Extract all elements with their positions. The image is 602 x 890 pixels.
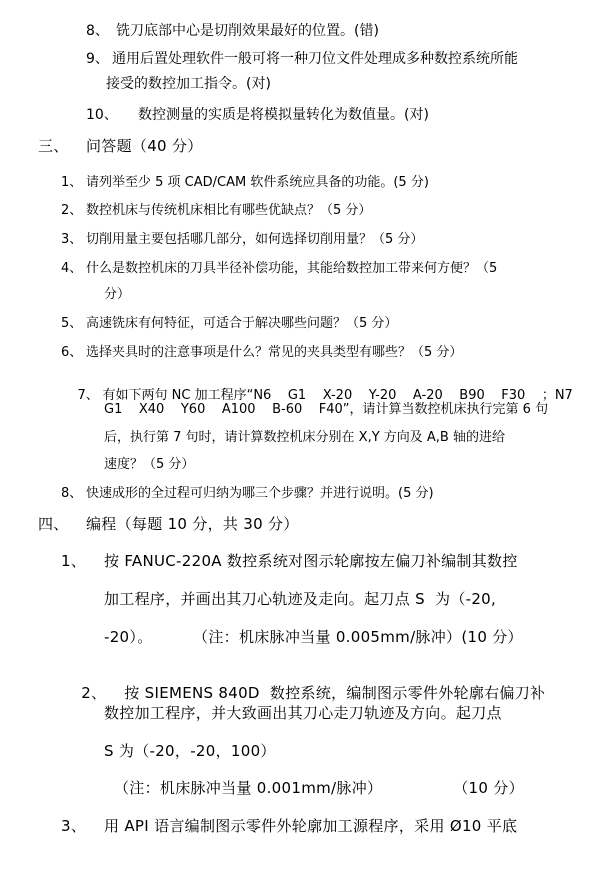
essay-question-2: [61, 199, 371, 218]
tf-question-9-continued: 接受的数控加工指令。(对): [106, 76, 271, 92]
question-text: 数控机床与传统机床相比有哪些优缺点？（5 分）: [86, 203, 372, 218]
tf-question-9: [86, 48, 518, 68]
program-question-2-line2: 数控加工程序，并大致画出其刀心走刀轨迹及方向。起刀点: [104, 704, 502, 722]
question-number: 8、: [86, 23, 109, 39]
question-number: 3、: [61, 817, 87, 835]
question-text: 有如下两句 NC 加工程序“N6 G1 X-20 Y-20 A-20 B90 F30 ；N7: [102, 388, 573, 403]
question-number: 10、: [86, 107, 118, 123]
essay-question-4: [61, 257, 497, 276]
question-text: 什么是数控机床的刀具半径补偿功能，其能给数控加工带来何方便？（5: [86, 261, 498, 276]
question-text: 快速成形的全过程可归纳为哪三个步骤？并进行说明。(5 分): [86, 486, 434, 501]
section-number: 三、: [38, 137, 69, 155]
essay-question-6: [61, 341, 462, 360]
question-number: 3、: [61, 232, 83, 247]
question-text: 选择夹具时的注意事项是什么？常见的夹具类型有哪些？（5 分）: [86, 345, 463, 360]
section-heading-4: [38, 513, 299, 534]
question-text: 切削用量主要包括哪几部分，如何选择切削用量？（5 分）: [86, 232, 424, 247]
question-text: 请列举至少 5 项 CAD/CAM 软件系统应具备的功能。(5 分): [86, 175, 429, 190]
question-text: 数控测量的实质是将模拟量转化为数值量。(对): [138, 107, 429, 123]
essay-question-7-line2: G1 X40 Y60 A100 B-60 F40”，请计算当数控机床执行完第 6 句: [104, 402, 549, 417]
essay-question-3: [61, 228, 423, 247]
section-heading-3: [38, 135, 203, 156]
essay-question-7-line3: 后，执行第 7 句时，请计算数控机床分别在 X,Y 方向及 A,B 轴的进给: [104, 430, 505, 445]
question-number: 9、: [86, 51, 109, 67]
question-text: 用 API 语言编制图示零件外轮廓加工源程序，采用 Ø10 平底: [104, 817, 518, 835]
section-title: 问答题（40 分）: [86, 137, 203, 155]
question-text: 按 FANUC-220A 数控系统对图示轮廓按左偏刀补编制其数控: [104, 552, 518, 570]
question-number: 8、: [61, 486, 83, 501]
essay-question-1: [61, 171, 429, 190]
essay-question-4-continued: 分）: [104, 287, 131, 302]
program-question-1: [61, 550, 518, 571]
question-number: 1、: [61, 552, 87, 570]
program-question-2-line4: （注：机床脉冲当量 0.001mm/脉冲） （10 分）: [114, 779, 524, 797]
question-text: 按 SIEMENS 840D 数控系统，编制图示零件外轮廓右偏刀补: [124, 684, 546, 702]
question-number: 2、: [61, 203, 83, 218]
program-question-1-line2: 加工程序，并画出其刀心轨迹及走向。起刀点 S 为（-20,: [104, 590, 497, 608]
question-number: 6、: [61, 345, 83, 360]
question-text: 通用后置处理软件一般可将一种刀位文件处理成多种数控系统所能: [112, 51, 518, 67]
tf-question-10: [86, 104, 429, 124]
tf-question-8: [86, 20, 379, 40]
program-question-2-line3: S 为（-20，-20，100）: [104, 742, 276, 760]
essay-question-7-line4: 速度？（5 分）: [104, 457, 195, 472]
question-text: 铣刀底部中心是切削效果最好的位置。(错): [116, 23, 379, 39]
question-number: 1、: [61, 175, 83, 190]
program-question-1-line3: -20）。 （注：机床脉冲当量 0.005mm/脉冲）(10 分）: [104, 628, 523, 646]
question-number: 7、: [77, 388, 99, 403]
question-number: 5、: [61, 316, 83, 331]
essay-question-5: [61, 312, 397, 331]
program-question-3: [61, 815, 517, 836]
question-text: 高速铣床有何特征，可适合于解决哪些问题？（5 分）: [86, 316, 398, 331]
section-number: 四、: [38, 515, 69, 533]
question-number: 2、: [81, 684, 107, 702]
question-number: 4、: [61, 261, 83, 276]
essay-question-8: [61, 482, 434, 501]
section-title: 编程（每题 10 分，共 30 分）: [86, 515, 299, 533]
